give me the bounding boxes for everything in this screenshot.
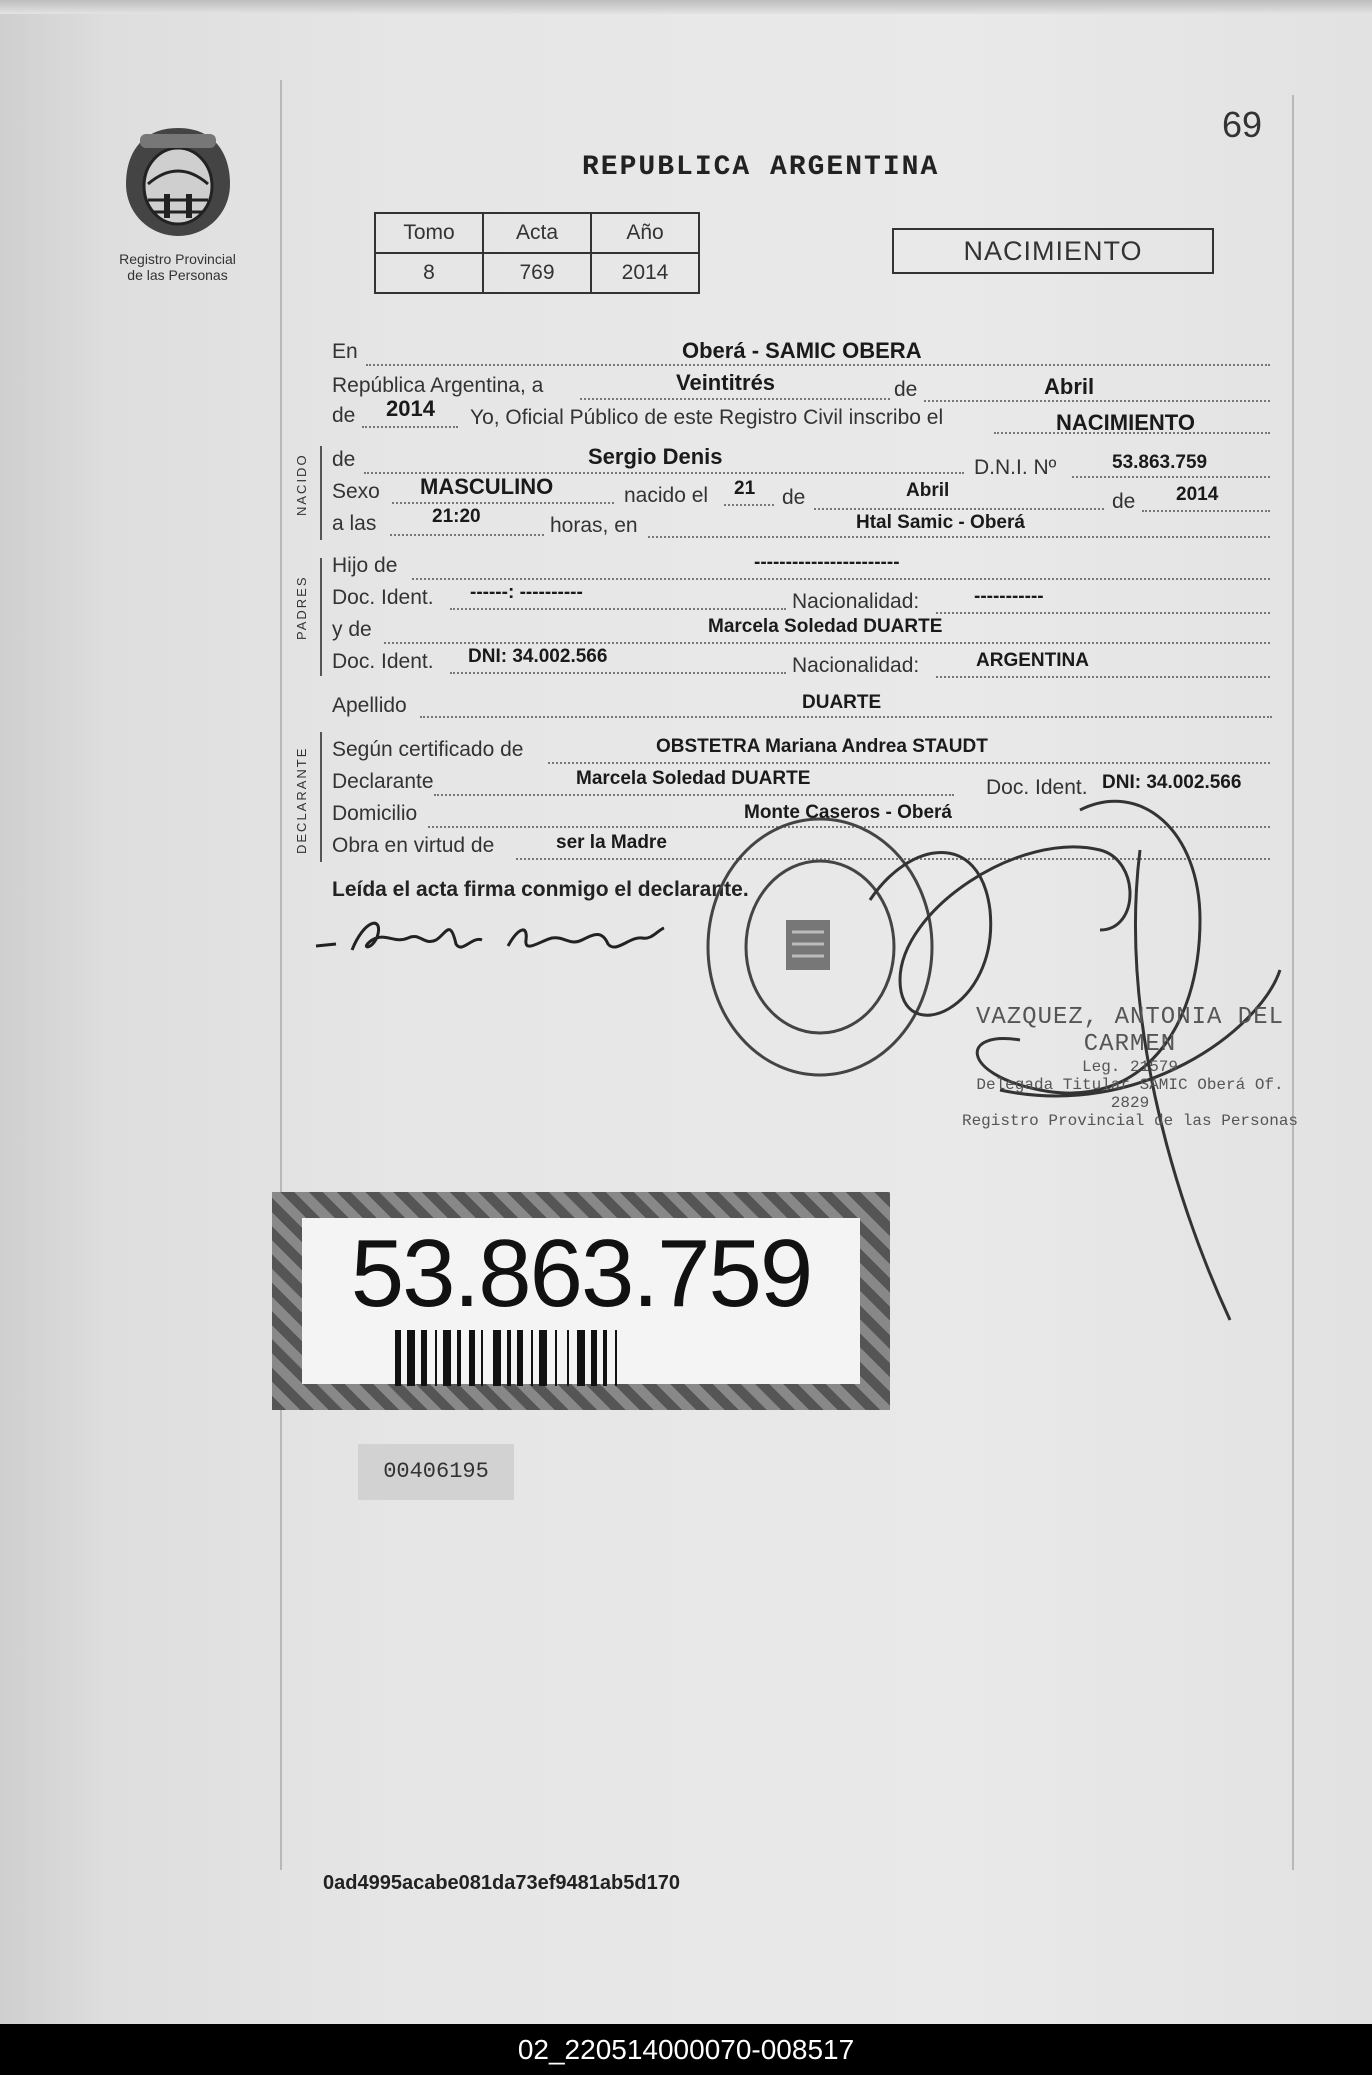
official-name: VAZQUEZ, ANTONIA DEL CARMEN — [975, 1004, 1285, 1058]
field-padre: ----------------------- — [754, 552, 900, 573]
dotted-line — [1142, 510, 1270, 512]
label-sexo: Sexo — [332, 480, 380, 503]
barcode-bar — [507, 1330, 511, 1386]
field-padre-nacionalidad: ----------- — [974, 586, 1044, 607]
field-inscribo-tipo: NACIMIENTO — [1056, 410, 1195, 435]
label-en: En — [332, 340, 358, 363]
barcode-bar — [395, 1330, 401, 1386]
field-madre: Marcela Soledad DUARTE — [708, 616, 943, 637]
header-tomo: Tomo — [375, 213, 483, 253]
label-de-anio-nac: de — [1112, 490, 1136, 513]
barcode-bar — [577, 1330, 585, 1386]
field-mes: Abril — [1044, 374, 1095, 399]
dotted-line — [814, 508, 1104, 510]
top-shadow — [0, 0, 1372, 14]
field-certificado: OBSTETRA Mariana Andrea STAUDT — [656, 736, 988, 757]
field-dni: 53.863.759 — [1112, 452, 1208, 473]
field-apellido: DUARTE — [802, 692, 882, 713]
barcode-bar — [603, 1330, 607, 1386]
registry-value-row — [375, 253, 699, 293]
value-tomo: 8 — [375, 253, 483, 293]
label-segun: Según certificado de — [332, 738, 524, 761]
barcode-bar — [615, 1330, 617, 1386]
barcode-bar — [517, 1330, 523, 1386]
logo-caption-1: Registro Provincial — [119, 251, 236, 267]
barcode-bar — [567, 1330, 569, 1386]
label-y-de: y de — [332, 618, 372, 641]
label-doc-ident-padre: Doc. Ident. — [332, 586, 434, 609]
barcode-bar — [407, 1330, 415, 1386]
barcode-bar — [443, 1330, 451, 1386]
field-nacido-mes: Abril — [906, 480, 950, 501]
dni-label — [272, 1192, 890, 1410]
label-de-nombre: de — [332, 448, 356, 471]
label-doc-ident-madre: Doc. Ident. — [332, 650, 434, 673]
leida-statement: Leída el acta firma conmigo el declarante. — [332, 878, 749, 901]
field-sexo: MASCULINO — [420, 474, 554, 499]
nacido-bracket — [320, 446, 322, 540]
label-yo-oficial: Yo, Oficial Público de este Registro Civil inscribo el — [470, 406, 944, 429]
field-obra: ser la Madre — [556, 832, 667, 853]
field-madre-doc: DNI: 34.002.566 — [468, 646, 608, 667]
field-nombre: Sergio Denis — [588, 444, 723, 469]
barcode-bar — [435, 1330, 437, 1386]
dni-label-number: 53.863.759 — [350, 1220, 812, 1327]
barcode-bar — [591, 1330, 597, 1386]
label-dni: D.N.I. Nº — [974, 456, 1057, 479]
coat-of-arms-icon — [118, 122, 238, 242]
official-registro: Registro Provincial de las Personas — [961, 1112, 1299, 1130]
dotted-line — [724, 504, 774, 506]
left-margin-line — [280, 80, 282, 1870]
field-declarante-doc: DNI: 34.002.566 — [1102, 772, 1242, 793]
logo-caption-2: de las Personas — [127, 267, 228, 283]
label-nacionalidad-padre: Nacionalidad: — [792, 590, 920, 613]
side-label-padres: PADRES — [294, 575, 309, 640]
act-type-box: NACIMIENTO — [892, 228, 1214, 274]
dotted-line — [936, 612, 1270, 614]
registry-table — [374, 212, 700, 294]
dotted-line — [1072, 476, 1270, 478]
dotted-line — [450, 672, 786, 674]
barcode-bar — [469, 1330, 475, 1386]
dotted-line — [412, 578, 1270, 580]
field-declarante: Marcela Soledad DUARTE — [576, 768, 811, 789]
dni-label-inner — [302, 1218, 860, 1384]
label-domicilio: Domicilio — [332, 802, 418, 825]
value-anio: 2014 — [591, 253, 699, 293]
declarant-signature — [312, 910, 682, 970]
stamp-number: 00406195 — [358, 1444, 514, 1500]
label-nacionalidad-madre: Nacionalidad: — [792, 654, 920, 677]
label-de-mes: de — [782, 486, 806, 509]
field-madre-nacionalidad: ARGENTINA — [976, 650, 1089, 671]
dotted-line — [450, 608, 786, 610]
side-label-declarante: DECLARANTE — [294, 746, 309, 854]
dotted-line — [548, 762, 1270, 764]
label-apellido: Apellido — [332, 694, 407, 717]
label-doc-ident-declarante: Doc. Ident. — [986, 776, 1088, 799]
label-hijo-de: Hijo de — [332, 554, 398, 577]
barcode-bar — [421, 1330, 427, 1386]
barcode-bar — [457, 1330, 461, 1386]
dotted-line — [924, 400, 1270, 402]
official-stamp — [960, 1004, 1300, 1130]
dotted-line — [392, 502, 614, 504]
dotted-line — [366, 364, 1270, 366]
barcode-bar — [493, 1330, 501, 1386]
field-nacido-dia: 21 — [734, 478, 756, 499]
dotted-line — [580, 398, 890, 400]
label-a-las: a las — [332, 512, 377, 535]
dotted-line — [384, 642, 1270, 644]
field-dia-texto: Veintitrés — [676, 370, 776, 395]
padres-bracket — [320, 558, 322, 676]
label-de-anio: de — [332, 404, 356, 427]
label-obra: Obra en virtud de — [332, 834, 495, 857]
dotted-line — [648, 536, 1270, 538]
label-declarante: Declarante — [332, 770, 434, 793]
dotted-line — [390, 534, 544, 536]
label-horas-en: horas, en — [550, 514, 638, 537]
declarante-bracket — [320, 732, 322, 862]
page-number: 69 — [1222, 104, 1263, 145]
footer-id: 02_220514000070-008517 — [0, 2024, 1372, 2075]
field-lugar: Oberá - SAMIC OBERA — [682, 338, 922, 363]
official-cargo: Delegada Titular SAMIC Oberá Of. 2829 — [976, 1076, 1284, 1112]
barcode-bar — [481, 1330, 483, 1386]
registry-logo — [100, 122, 255, 283]
value-acta: 769 — [483, 253, 591, 293]
header-acta: Acta — [483, 213, 591, 253]
dotted-line — [936, 676, 1270, 678]
barcode-bar — [555, 1330, 557, 1386]
barcode-bar — [539, 1330, 547, 1386]
side-label-nacido: NACIDO — [294, 453, 309, 516]
field-hora: 21:20 — [432, 506, 481, 527]
field-nacido-anio: 2014 — [1176, 484, 1219, 505]
dotted-line — [420, 716, 1272, 718]
registry-header-row — [375, 213, 699, 253]
page-title: REPUBLICA ARGENTINA — [582, 152, 940, 183]
label-republica: República Argentina, a — [332, 374, 544, 397]
field-domicilio: Monte Caseros - Oberá — [744, 802, 952, 823]
header-anio: Año — [591, 213, 699, 253]
field-anio: 2014 — [386, 396, 435, 421]
document-hash: 0ad4995acabe081da73ef9481ab5d170 — [323, 1872, 680, 1894]
barcode-bar — [531, 1330, 533, 1386]
dotted-line — [362, 426, 458, 428]
field-lugar-nacimiento: Htal Samic - Oberá — [856, 512, 1025, 533]
barcode — [395, 1330, 767, 1386]
label-nacido-el: nacido el — [624, 484, 709, 507]
official-legajo: Leg. 21579 — [1081, 1058, 1178, 1076]
field-padre-doc: ------: ---------- — [470, 582, 583, 603]
label-de: de — [894, 378, 918, 401]
